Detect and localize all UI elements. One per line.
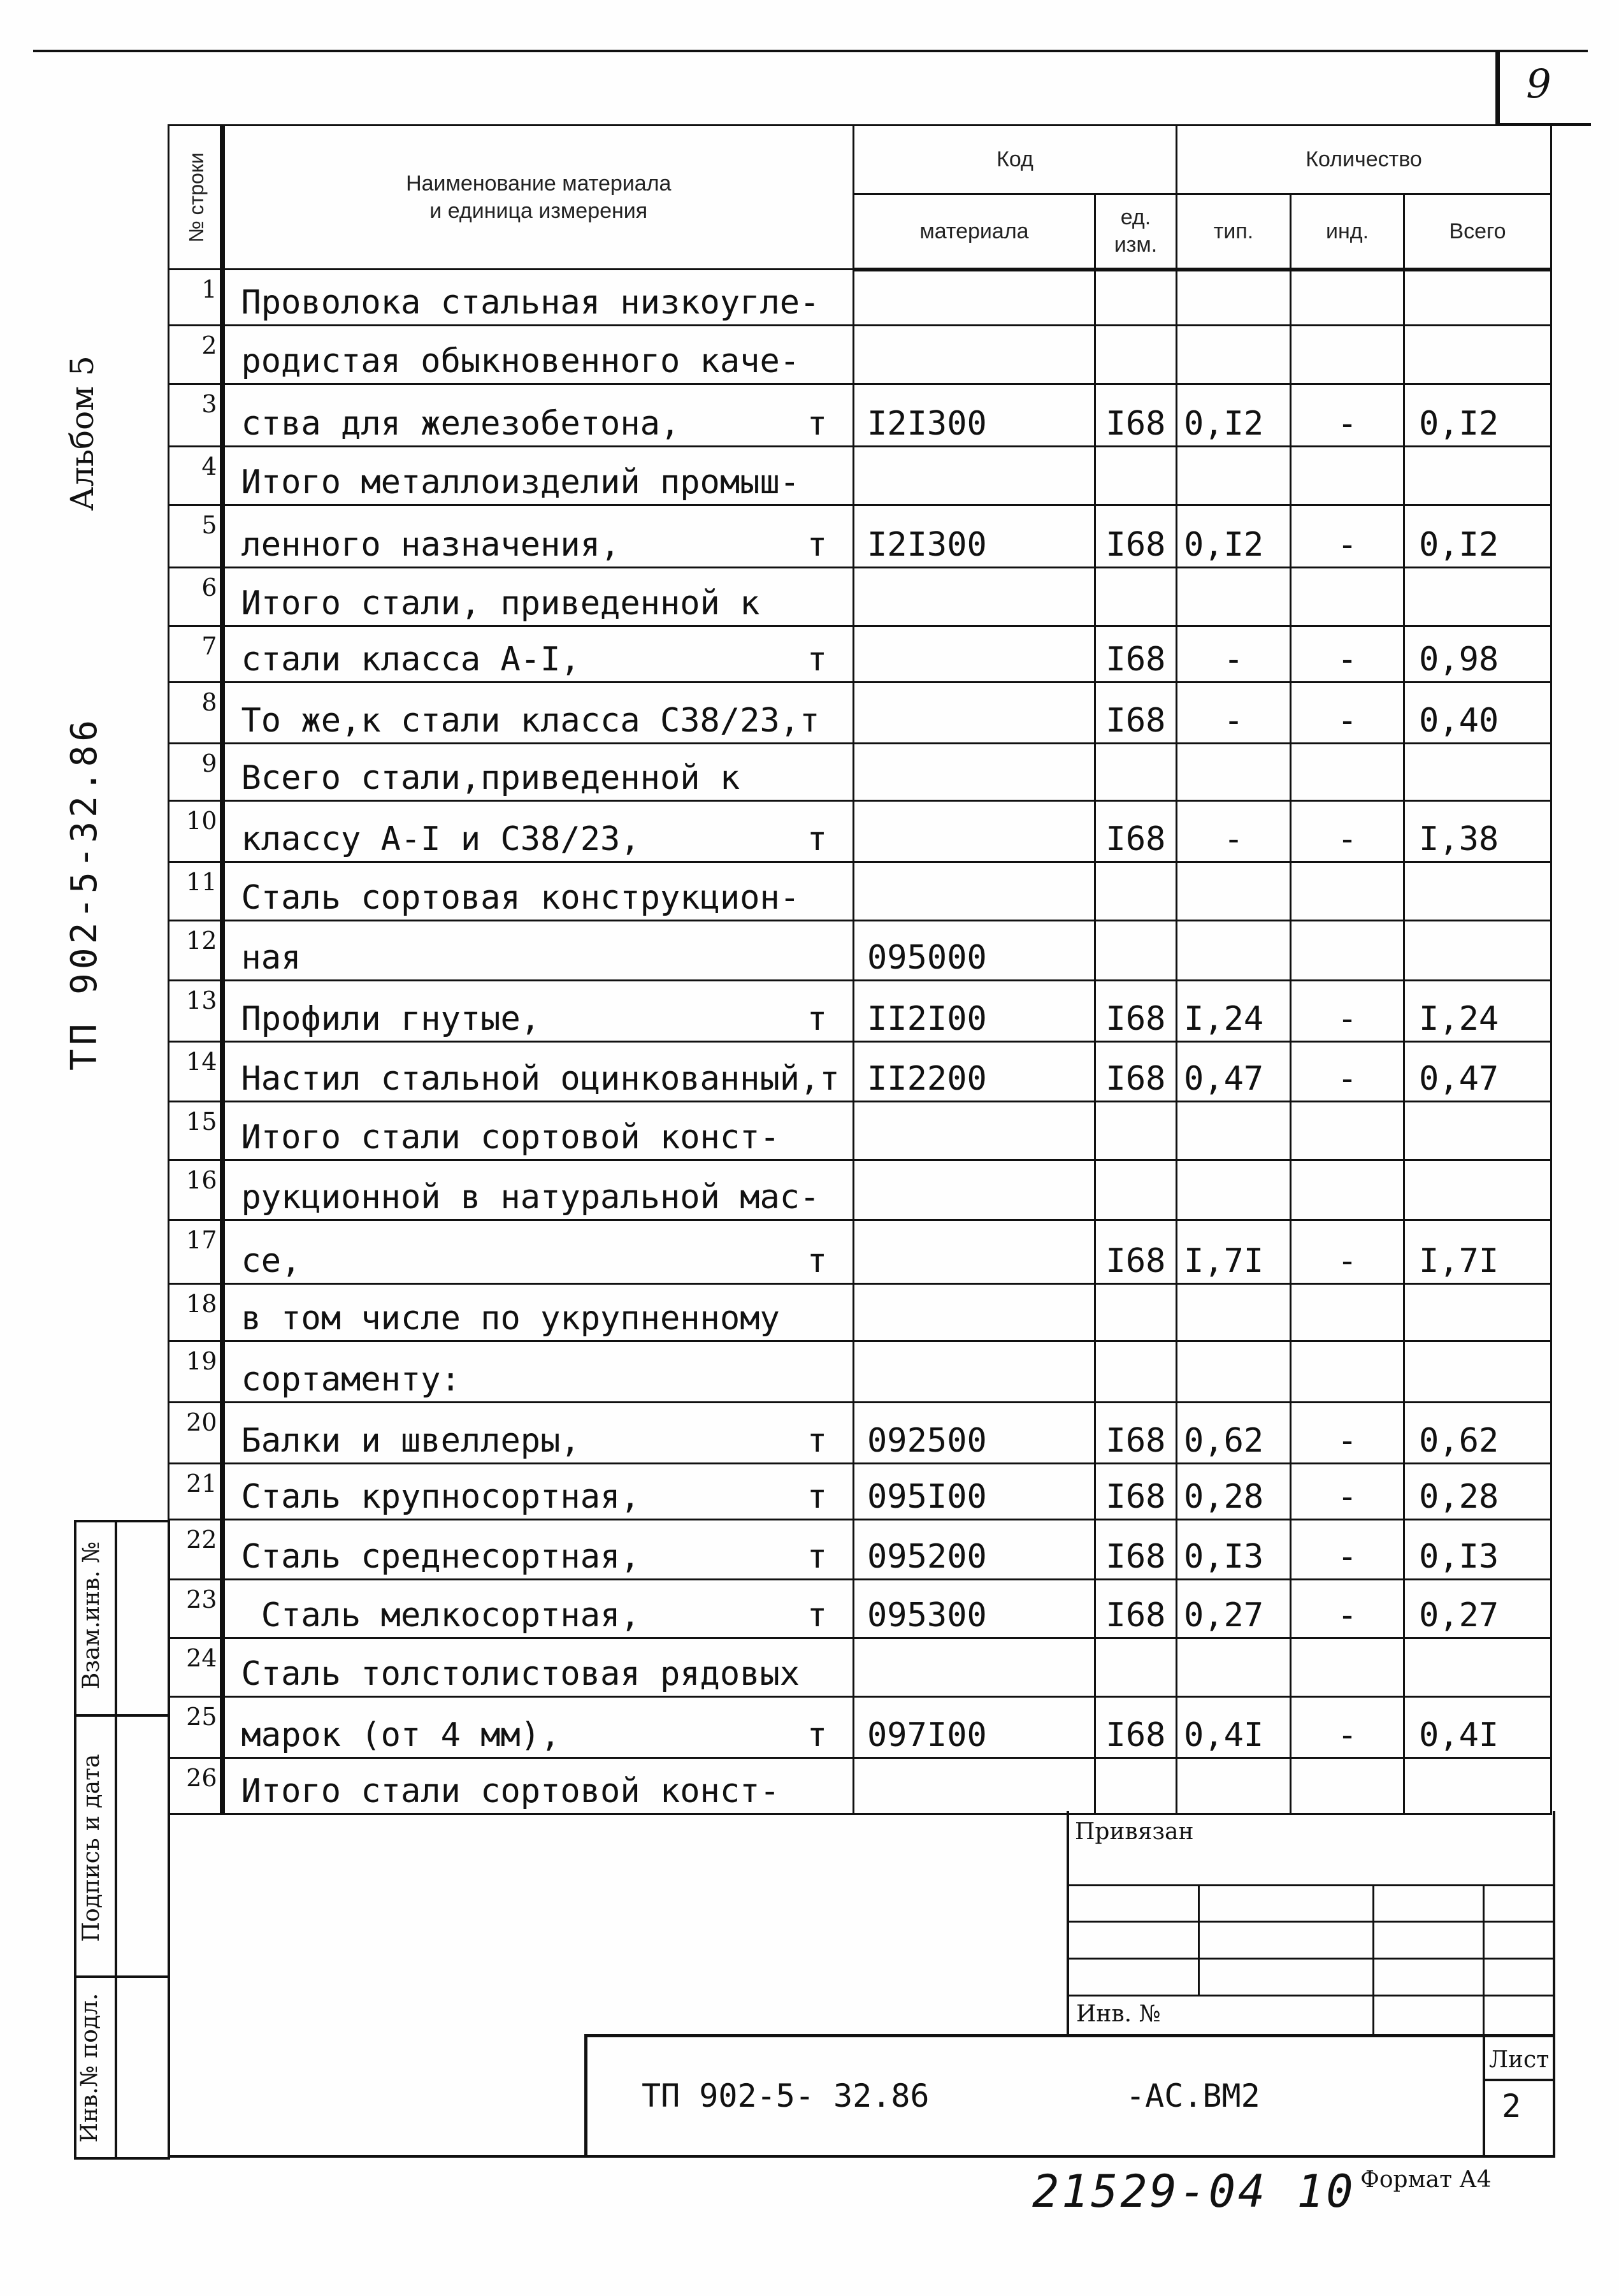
- material-name-cell: [222, 270, 854, 326]
- ind-value: -: [1291, 1697, 1404, 1758]
- material-name-cell: [222, 1102, 854, 1160]
- sheet-box-divider: [1483, 2079, 1553, 2081]
- unit-code: I68: [1095, 1520, 1177, 1580]
- material-name-cell: [222, 801, 854, 862]
- row-number-header-text: № строки: [185, 152, 208, 243]
- material-name-cell: [222, 1520, 854, 1580]
- row-number: 11: [169, 862, 222, 921]
- row-number: 3: [169, 384, 222, 447]
- material-name-cell: [222, 862, 854, 921]
- ind-value: -: [1291, 682, 1404, 744]
- material-name: марок (от 4 мм),: [241, 1716, 561, 1754]
- table-row: [169, 921, 1551, 981]
- total-value: [1404, 1160, 1551, 1220]
- row-number: 17: [169, 1220, 222, 1284]
- ind-value: -: [1291, 626, 1404, 682]
- typ-value: [1177, 1284, 1291, 1341]
- sign-date-label: Подпись и дата: [78, 1754, 104, 1942]
- row-number: 21: [169, 1464, 222, 1520]
- unit-code: [1095, 744, 1177, 801]
- linked-label: Привязан: [1075, 1819, 1194, 1845]
- typ-value: 0,62: [1177, 1403, 1291, 1464]
- material-name-header-line1: Наименование материала: [406, 171, 672, 196]
- ind-value: [1291, 1284, 1404, 1341]
- sheet-value: 2: [1502, 2088, 1522, 2125]
- unit-header: [1095, 194, 1177, 270]
- title-block-line-4: [1067, 1995, 1553, 1996]
- row-number: 4: [169, 447, 222, 505]
- unit-code: [1095, 447, 1177, 505]
- ind-header: инд.: [1291, 194, 1404, 270]
- unit-code: [1095, 326, 1177, 384]
- title-block: [168, 1811, 1555, 2158]
- material-name: се,: [241, 1242, 301, 1280]
- unit-code: I68: [1095, 981, 1177, 1042]
- row-number: 13: [169, 981, 222, 1042]
- row-number: 8: [169, 682, 222, 744]
- quantity-header: Количество: [1177, 126, 1551, 194]
- title-block-line-1: [1067, 1884, 1553, 1886]
- material-name-cell: [222, 505, 854, 568]
- table-row: [169, 862, 1551, 921]
- typ-value: [1177, 1638, 1291, 1697]
- ind-value: [1291, 326, 1404, 384]
- title-block-v-2: [1372, 1884, 1374, 2034]
- material-name-cell: [222, 1284, 854, 1341]
- title-block-linked-left: [1067, 1811, 1069, 2034]
- material-name: Итого стали, приведенной к: [241, 584, 760, 623]
- unit-mark: т: [807, 1000, 827, 1038]
- ind-value: [1291, 447, 1404, 505]
- material-name-cell: [222, 1464, 854, 1520]
- typ-value: [1177, 447, 1291, 505]
- material-name: Проволока стальная низкоугле-: [241, 284, 820, 322]
- total-value: I,38: [1404, 801, 1551, 862]
- unit-code: I68: [1095, 1403, 1177, 1464]
- material-name: Сталь среднесортная,: [241, 1538, 640, 1576]
- material-name: Итого стали сортовой конст-: [241, 1772, 780, 1810]
- left-stamp-divider-v: [115, 1520, 117, 2157]
- total-value: 0,47: [1404, 1042, 1551, 1102]
- table-row: [169, 626, 1551, 682]
- total-value: [1404, 1341, 1551, 1403]
- material-name-cell: [222, 447, 854, 505]
- material-code: [854, 862, 1095, 921]
- total-value: 0,62: [1404, 1403, 1551, 1464]
- typ-value: I,7I: [1177, 1220, 1291, 1284]
- total-value: 0,I2: [1404, 505, 1551, 568]
- material-name: Профили гнутые,: [241, 1000, 541, 1038]
- unit-code: I68: [1095, 1580, 1177, 1638]
- total-value: I,7I: [1404, 1220, 1551, 1284]
- material-code: II2200: [854, 1042, 1095, 1102]
- sheet-box-left: [1483, 2034, 1485, 2155]
- typ-value: [1177, 744, 1291, 801]
- total-value: [1404, 862, 1551, 921]
- title-block-v-1: [1198, 1884, 1200, 1996]
- ind-value: -: [1291, 801, 1404, 862]
- unit-code: I68: [1095, 1697, 1177, 1758]
- ind-value: -: [1291, 384, 1404, 447]
- row-number: 14: [169, 1042, 222, 1102]
- material-code: II2I00: [854, 981, 1095, 1042]
- table-row: [169, 1284, 1551, 1341]
- material-name-cell: [222, 1697, 854, 1758]
- material-code: 092500: [854, 1403, 1095, 1464]
- title-block-v-3: [1483, 1884, 1485, 2034]
- ind-value: -: [1291, 1464, 1404, 1520]
- unit-mark: т: [807, 405, 827, 443]
- ind-value: -: [1291, 1580, 1404, 1638]
- total-value: [1404, 1758, 1551, 1814]
- material-name-cell: [222, 1638, 854, 1697]
- material-name: классу А-I и С38/23,: [241, 820, 640, 858]
- material-name: Всего стали,приведенной к: [241, 759, 740, 797]
- row-number: 23: [169, 1580, 222, 1638]
- material-name: Настил стальной оцинкованный,т: [241, 1060, 840, 1098]
- typ-value: -: [1177, 682, 1291, 744]
- material-name-cell: [222, 384, 854, 447]
- typ-value: [1177, 1160, 1291, 1220]
- material-name: сортаменту:: [241, 1361, 461, 1399]
- table-row: [169, 270, 1551, 326]
- material-code: 095300: [854, 1580, 1095, 1638]
- material-name-cell: [222, 1758, 854, 1814]
- unit-code: I68: [1095, 626, 1177, 682]
- row-number: 10: [169, 801, 222, 862]
- unit-code: [1095, 1284, 1177, 1341]
- ind-value: [1291, 744, 1404, 801]
- typ-value: 0,47: [1177, 1042, 1291, 1102]
- row-number: 19: [169, 1341, 222, 1403]
- total-value: [1404, 1284, 1551, 1341]
- unit-code: I68: [1095, 384, 1177, 447]
- material-code: 095I00: [854, 1464, 1095, 1520]
- total-value: [1404, 447, 1551, 505]
- unit-code: I68: [1095, 1464, 1177, 1520]
- ind-value: -: [1291, 1520, 1404, 1580]
- unit-mark: т: [807, 1716, 827, 1754]
- total-value: 0,I3: [1404, 1520, 1551, 1580]
- total-value: 0,40: [1404, 682, 1551, 744]
- unit-code: I68: [1095, 505, 1177, 568]
- ind-value: [1291, 1758, 1404, 1814]
- material-code: [854, 1102, 1095, 1160]
- material-name: Сталь сортовая конструкцион-: [241, 879, 800, 917]
- unit-mark: т: [807, 1242, 827, 1280]
- table-row: [169, 682, 1551, 744]
- table-row: [169, 1697, 1551, 1758]
- project-code-side: ТП 902-5-32.86: [64, 716, 105, 1071]
- format-label: Формат А4: [1360, 2167, 1492, 2193]
- table-row: [169, 744, 1551, 801]
- total-value: 0,28: [1404, 1464, 1551, 1520]
- typ-value: 0,4I: [1177, 1697, 1291, 1758]
- unit-code: I68: [1095, 682, 1177, 744]
- material-code: [854, 682, 1095, 744]
- unit-code: [1095, 921, 1177, 981]
- unit-mark: т: [807, 820, 827, 858]
- replace-inv-label: Взам.инв. №: [78, 1541, 104, 1690]
- unit-code: [1095, 1102, 1177, 1160]
- ind-value: [1291, 862, 1404, 921]
- material-code: [854, 744, 1095, 801]
- material-code: [854, 801, 1095, 862]
- material-name-cell: [222, 1580, 854, 1638]
- row-number: 24: [169, 1638, 222, 1697]
- row-number: 12: [169, 921, 222, 981]
- unit-mark: т: [807, 1422, 827, 1460]
- table-row: [169, 1580, 1551, 1638]
- typ-value: [1177, 1102, 1291, 1160]
- material-code: I2I300: [854, 384, 1095, 447]
- row-number: 6: [169, 568, 222, 626]
- ind-value: [1291, 1160, 1404, 1220]
- material-specification-table: [168, 124, 1552, 1815]
- total-value: [1404, 1638, 1551, 1697]
- unit-code: [1095, 568, 1177, 626]
- material-name: Сталь крупносортная,: [241, 1478, 640, 1516]
- ind-value: -: [1291, 505, 1404, 568]
- handwritten-number: 21529-04 10: [1032, 2165, 1356, 2218]
- material-name-cell: [222, 1160, 854, 1220]
- ind-value: -: [1291, 1042, 1404, 1102]
- row-number: 25: [169, 1697, 222, 1758]
- ind-value: [1291, 1341, 1404, 1403]
- table-row: [169, 447, 1551, 505]
- ind-value: [1291, 568, 1404, 626]
- total-value: [1404, 744, 1551, 801]
- unit-header-line1: ед.: [1120, 205, 1151, 230]
- row-number: 15: [169, 1102, 222, 1160]
- typ-value: [1177, 568, 1291, 626]
- material-code: [854, 1638, 1095, 1697]
- typ-value: [1177, 326, 1291, 384]
- material-code: [854, 626, 1095, 682]
- material-name: Итого стали сортовой конст-: [241, 1118, 780, 1157]
- doc-code-right: -АС.ВМ2: [1126, 2077, 1260, 2114]
- unit-header-line2: изм.: [1114, 232, 1158, 257]
- typ-value: 0,27: [1177, 1580, 1291, 1638]
- material-name-cell: [222, 326, 854, 384]
- total-value: [1404, 1102, 1551, 1160]
- table-row: [169, 1403, 1551, 1464]
- table-row: [169, 568, 1551, 626]
- material-code: 097I00: [854, 1697, 1095, 1758]
- material-code: [854, 1220, 1095, 1284]
- material-name: Балки и швеллеры,: [241, 1422, 580, 1460]
- table-row: [169, 1520, 1551, 1580]
- unit-mark: т: [807, 1538, 827, 1576]
- title-block-line-3: [1067, 1958, 1553, 1960]
- ind-value: [1291, 270, 1404, 326]
- material-name-cell: [222, 1042, 854, 1102]
- inv-orig-label: Инв.№ подл.: [76, 1993, 103, 2143]
- unit-code: [1095, 1638, 1177, 1697]
- typ-value: 0,I3: [1177, 1520, 1291, 1580]
- material-name: ства для железобетона,: [241, 405, 680, 443]
- typ-header: тип.: [1177, 194, 1291, 270]
- row-number: 5: [169, 505, 222, 568]
- table-row: [169, 1042, 1551, 1102]
- unit-code: [1095, 1758, 1177, 1814]
- typ-value: [1177, 862, 1291, 921]
- unit-code: I68: [1095, 1042, 1177, 1102]
- table-row: [169, 1220, 1551, 1284]
- material-code: [854, 1341, 1095, 1403]
- material-name: стали класса А-I,: [241, 640, 580, 679]
- title-block-line-2: [1067, 1921, 1553, 1923]
- total-value: [1404, 921, 1551, 981]
- row-number: 26: [169, 1758, 222, 1814]
- material-code: I2I300: [854, 505, 1095, 568]
- material-name: в том числе по укрупненному: [241, 1299, 780, 1338]
- sheet-label: Лист: [1489, 2047, 1550, 2073]
- ind-value: -: [1291, 1403, 1404, 1464]
- total-value: [1404, 326, 1551, 384]
- material-code: [854, 1160, 1095, 1220]
- material-name-cell: [222, 568, 854, 626]
- row-number: 7: [169, 626, 222, 682]
- title-block-main-top: [584, 2034, 1553, 2037]
- material-name-cell: [222, 626, 854, 682]
- typ-value: -: [1177, 801, 1291, 862]
- material-name-header: [222, 126, 854, 270]
- code-header: Код: [854, 126, 1177, 194]
- table-row: [169, 1464, 1551, 1520]
- material-code: [854, 1758, 1095, 1814]
- page-corner-vertical: [1495, 52, 1500, 126]
- material-name: То же,к стали класса С38/23,т: [241, 702, 820, 740]
- typ-value: 0,28: [1177, 1464, 1291, 1520]
- typ-value: [1177, 921, 1291, 981]
- album-label: Альбом 5: [64, 356, 101, 511]
- material-name: Сталь толстолистовая рядовых: [241, 1655, 800, 1693]
- table-row: [169, 801, 1551, 862]
- table-row: [169, 505, 1551, 568]
- material-name-cell: [222, 744, 854, 801]
- material-code: [854, 270, 1095, 326]
- unit-code: [1095, 862, 1177, 921]
- row-number: 18: [169, 1284, 222, 1341]
- title-block-main-left: [584, 2034, 587, 2155]
- material-code: 095000: [854, 921, 1095, 981]
- table-row: [169, 1102, 1551, 1160]
- row-number: 22: [169, 1520, 222, 1580]
- total-value: 0,I2: [1404, 384, 1551, 447]
- unit-mark: т: [807, 640, 827, 679]
- ind-value: -: [1291, 1220, 1404, 1284]
- material-name-cell: [222, 1220, 854, 1284]
- table-body: [169, 270, 1551, 1814]
- page-number: 9: [1526, 61, 1551, 107]
- material-code: [854, 447, 1095, 505]
- ind-value: [1291, 1102, 1404, 1160]
- top-rule: [33, 50, 1588, 52]
- material-name: родистая обыкновенного каче-: [241, 342, 800, 380]
- typ-value: I,24: [1177, 981, 1291, 1042]
- material-name-cell: [222, 1403, 854, 1464]
- table-row: [169, 1638, 1551, 1697]
- row-number: 2: [169, 326, 222, 384]
- ind-value: [1291, 921, 1404, 981]
- row-number: 16: [169, 1160, 222, 1220]
- table-row: [169, 1160, 1551, 1220]
- row-number: 9: [169, 744, 222, 801]
- ind-value: -: [1291, 981, 1404, 1042]
- material-name-cell: [222, 981, 854, 1042]
- material-code: [854, 568, 1095, 626]
- unit-code: [1095, 270, 1177, 326]
- unit-code: [1095, 1341, 1177, 1403]
- table-row: [169, 981, 1551, 1042]
- unit-mark: т: [807, 1596, 827, 1635]
- table-row: [169, 384, 1551, 447]
- unit-mark: т: [807, 1478, 827, 1516]
- total-value: 0,27: [1404, 1580, 1551, 1638]
- material-name: ная: [241, 939, 301, 977]
- unit-code: [1095, 1160, 1177, 1220]
- material-name-cell: [222, 682, 854, 744]
- material-name: ленного назначения,: [241, 526, 621, 564]
- typ-value: 0,I2: [1177, 505, 1291, 568]
- typ-value: -: [1177, 626, 1291, 682]
- total-value: 0,4I: [1404, 1697, 1551, 1758]
- total-value: I,24: [1404, 981, 1551, 1042]
- material-name-cell: [222, 1341, 854, 1403]
- row-number: 1: [169, 270, 222, 326]
- typ-value: [1177, 1341, 1291, 1403]
- unit-code: I68: [1095, 1220, 1177, 1284]
- material-name-cell: [222, 921, 854, 981]
- typ-value: [1177, 270, 1291, 326]
- typ-value: [1177, 1758, 1291, 1814]
- material-code: [854, 326, 1095, 384]
- inv-no-label: Инв. №: [1076, 2001, 1161, 2027]
- row-number-header: [169, 126, 222, 270]
- unit-mark: т: [807, 526, 827, 564]
- material-code: 095200: [854, 1520, 1095, 1580]
- total-value: [1404, 270, 1551, 326]
- doc-code-left: ТП 902-5- 32.86: [642, 2077, 930, 2114]
- row-number: 20: [169, 1403, 222, 1464]
- total-value: 0,98: [1404, 626, 1551, 682]
- table-row: [169, 1758, 1551, 1814]
- typ-value: 0,I2: [1177, 384, 1291, 447]
- table-row: [169, 326, 1551, 384]
- left-stamp-divider-1: [74, 1714, 168, 1717]
- total-value: [1404, 568, 1551, 626]
- material-name: рукционной в натуральной мас-: [241, 1178, 820, 1217]
- ind-value: [1291, 1638, 1404, 1697]
- material-name: Итого металлоизделий промыш-: [241, 463, 800, 502]
- total-header: Всего: [1404, 194, 1551, 270]
- material-name-header-line2: и единица измерения: [429, 198, 648, 223]
- material-name: Сталь мелкосортная,: [241, 1596, 640, 1635]
- material-code-header: материала: [854, 194, 1095, 270]
- unit-code: I68: [1095, 801, 1177, 862]
- material-code: [854, 1284, 1095, 1341]
- table-row: [169, 1341, 1551, 1403]
